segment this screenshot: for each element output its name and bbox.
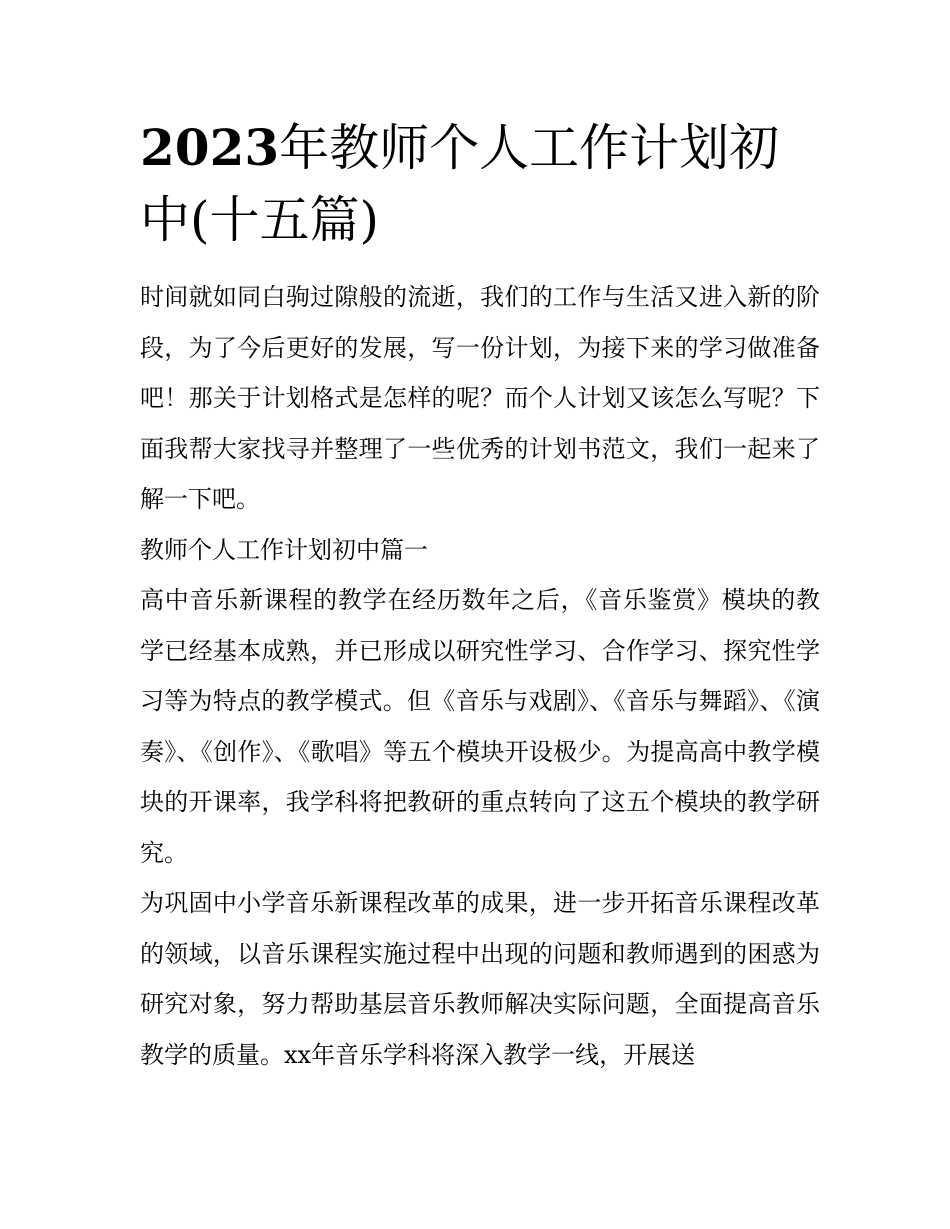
- document-title: [140, 112, 820, 256]
- title-text: 年教师个人工作计划初中(十五篇): [140, 119, 780, 249]
- intro-paragraph: 时间就如同白驹过隙般的流逝，我们的工作与生活又进入新的阶段，为了今后更好的发展，写一份计划，为接下来的学习做准备吧！那关于计划格式是怎样的呢？而个人计划又该怎么写呢？下面我帮大家找寻并整理了一些优秀的计划书范文，我们一起来了解一下吧。: [140, 283, 820, 513]
- body-paragraph-1: 高中音乐新课程的教学在经历数年之后，《音乐鉴赏》模块的教学已经基本成熟，并已形成以研究性学习、合作学习、探究性学习等为特点的教学模式。但《音乐与戏剧》、《音乐与舞蹈》、《演奏》、《创作》、《歌唱》等五个模块开设极少。为提高高中教学模块的开课率，我学科将把教研的重点转向了这五个模块的教学研究。: [140, 586, 820, 867]
- document-content: [140, 112, 820, 1080]
- section-heading: 教师个人工作计划初中篇一: [140, 535, 428, 564]
- body-paragraph-2: 为巩固中小学音乐新课程改革的成果，进一步开拓音乐课程改革的领域，以音乐课程实施过程中出现的问题和教师遇到的困惑为研究对象，努力帮助基层音乐教师解决实际问题，全面提高音乐教学的质量。xx年音乐学科将深入教学一线，开展送: [140, 889, 820, 1069]
- title-year: 2023: [140, 118, 280, 177]
